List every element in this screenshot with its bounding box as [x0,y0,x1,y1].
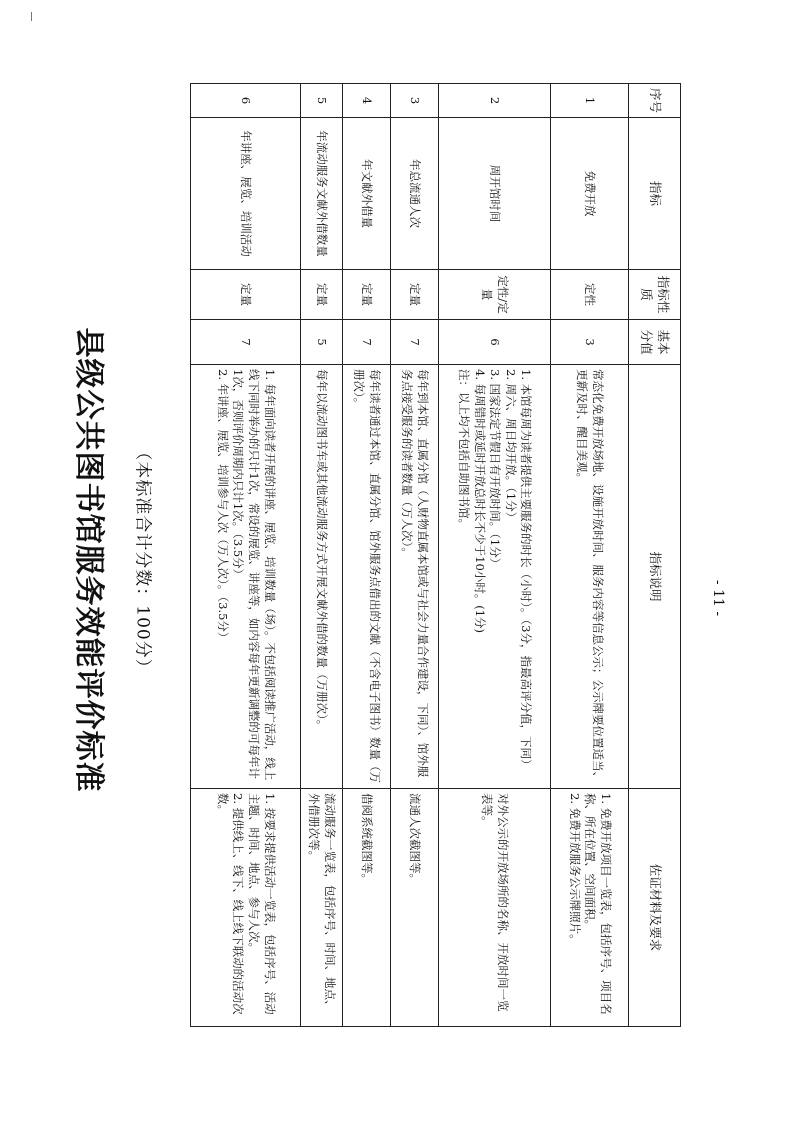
page-number: - 11 - [710,579,727,617]
row-score: 5 [301,320,343,365]
row-indicator: 免费开放 [551,118,629,270]
row-evidence: 借阅系统截图等。 [343,789,391,1027]
row-description: 每年读者通过本馆、直属分馆、馆外服务点借出的文献（不含电子图书）数量（万册次）。 [343,365,391,789]
row-no: 4 [343,84,391,118]
row-no: 2 [439,84,551,118]
evaluation-table [190,83,681,1027]
row-indicator: 年讲座、展览、培训活动 [191,118,301,270]
row-evidence: 1. 免费开放项目一览表，包括序号、项目名称、所在位置、空间面积。 2. 免费开放服务公示牌照片。 [551,789,629,1027]
row-nature: 定量 [391,270,439,320]
header-score: 基本分值 [629,320,681,365]
row-indicator: 年文献外借量 [343,118,391,270]
document-title: 县级公共图书馆服务效能评价标准 [71,327,106,793]
row-nature: 定量 [191,270,301,320]
row-no: 5 [301,84,343,118]
table-header-row [629,84,681,1027]
header-evidence: 佐证材料及要求 [629,789,681,1027]
row-nature: 定性 [551,270,629,320]
header-indicator: 指标 [629,118,681,270]
table-row [301,84,343,1027]
row-evidence: 1. 按要求提供活动一览表，包括序号、活动主题、时间、地点、参与人次。 2. 提供线上、线下、线上线下联动的活动次数。 [191,789,301,1027]
header-no: 序号 [629,84,681,118]
document-subtitle: （本标准合计分数：100分） [132,443,153,677]
header-nature: 指标性质 [629,270,681,320]
row-description: 1. 本馆每周为读者提供主要服务的时长（小时）。（3分，指最高评分值，下同） 2. 周六、周日均开放。（1分） 3. 国家法定节假日有开放时间。（1分） 4. 每周错时或延时开放总时长不少于10小时。(1分) 注：以上均不包括自助图书馆。 [439,365,551,789]
row-no: 3 [391,84,439,118]
row-indicator: 年总流通人次 [391,118,439,270]
scan-mark [31,12,32,21]
row-evidence: 流通人次截图等。 [391,789,439,1027]
evaluation-table-wrapper [191,83,681,1026]
row-indicator: 周开馆时间 [439,118,551,270]
row-indicator: 年流动服务文献外借数量 [301,118,343,270]
row-evidence: 流动服务一览表，包括序号、时间、地点、外借册次等。 [301,789,343,1027]
row-description: 每年以流动图书车或其他流动服务方式开展文献外借的数量（万册次）。 [301,365,343,789]
row-no: 6 [191,84,301,118]
table-row [191,84,301,1027]
row-score: 7 [343,320,391,365]
row-score: 7 [191,320,301,365]
row-nature: 定量 [343,270,391,320]
table-row [343,84,391,1027]
row-description: 常态化免费开放场地、设施开放时间、服务内容等信息公示；公示牌要位置适当、更新及时、醒目美观。 [551,365,629,789]
row-nature: 定性/定量 [439,270,551,320]
header-description: 指标说明 [629,365,681,789]
row-score: 6 [439,320,551,365]
table-row [439,84,551,1027]
row-no: 1 [551,84,629,118]
row-description: 1. 每年面向读者开展的讲座、展览、培训数量（场）。不包括阅读推广活动，线上线下同时举办的只计1次，常设的展览、讲座等，如内容每年更新调整的可每年计1次，否则评价周期内只计1次。（3.5分） 2. 年讲座、展览、培训参与人次（万人次）。（3.5分） [191,365,301,789]
row-nature: 定量 [301,270,343,320]
table-row [391,84,439,1027]
row-evidence: 对外公示的开放场所的名称、开放时间一览表等。 [439,789,551,1027]
row-description: 每年到本馆、直属分馆（人财物直属本馆或与社会力量合作建设，下同）、馆外服务点接受服务的读者数量（万人次）。 [391,365,439,789]
table-row [551,84,629,1027]
row-score: 7 [391,320,439,365]
row-score: 3 [551,320,629,365]
